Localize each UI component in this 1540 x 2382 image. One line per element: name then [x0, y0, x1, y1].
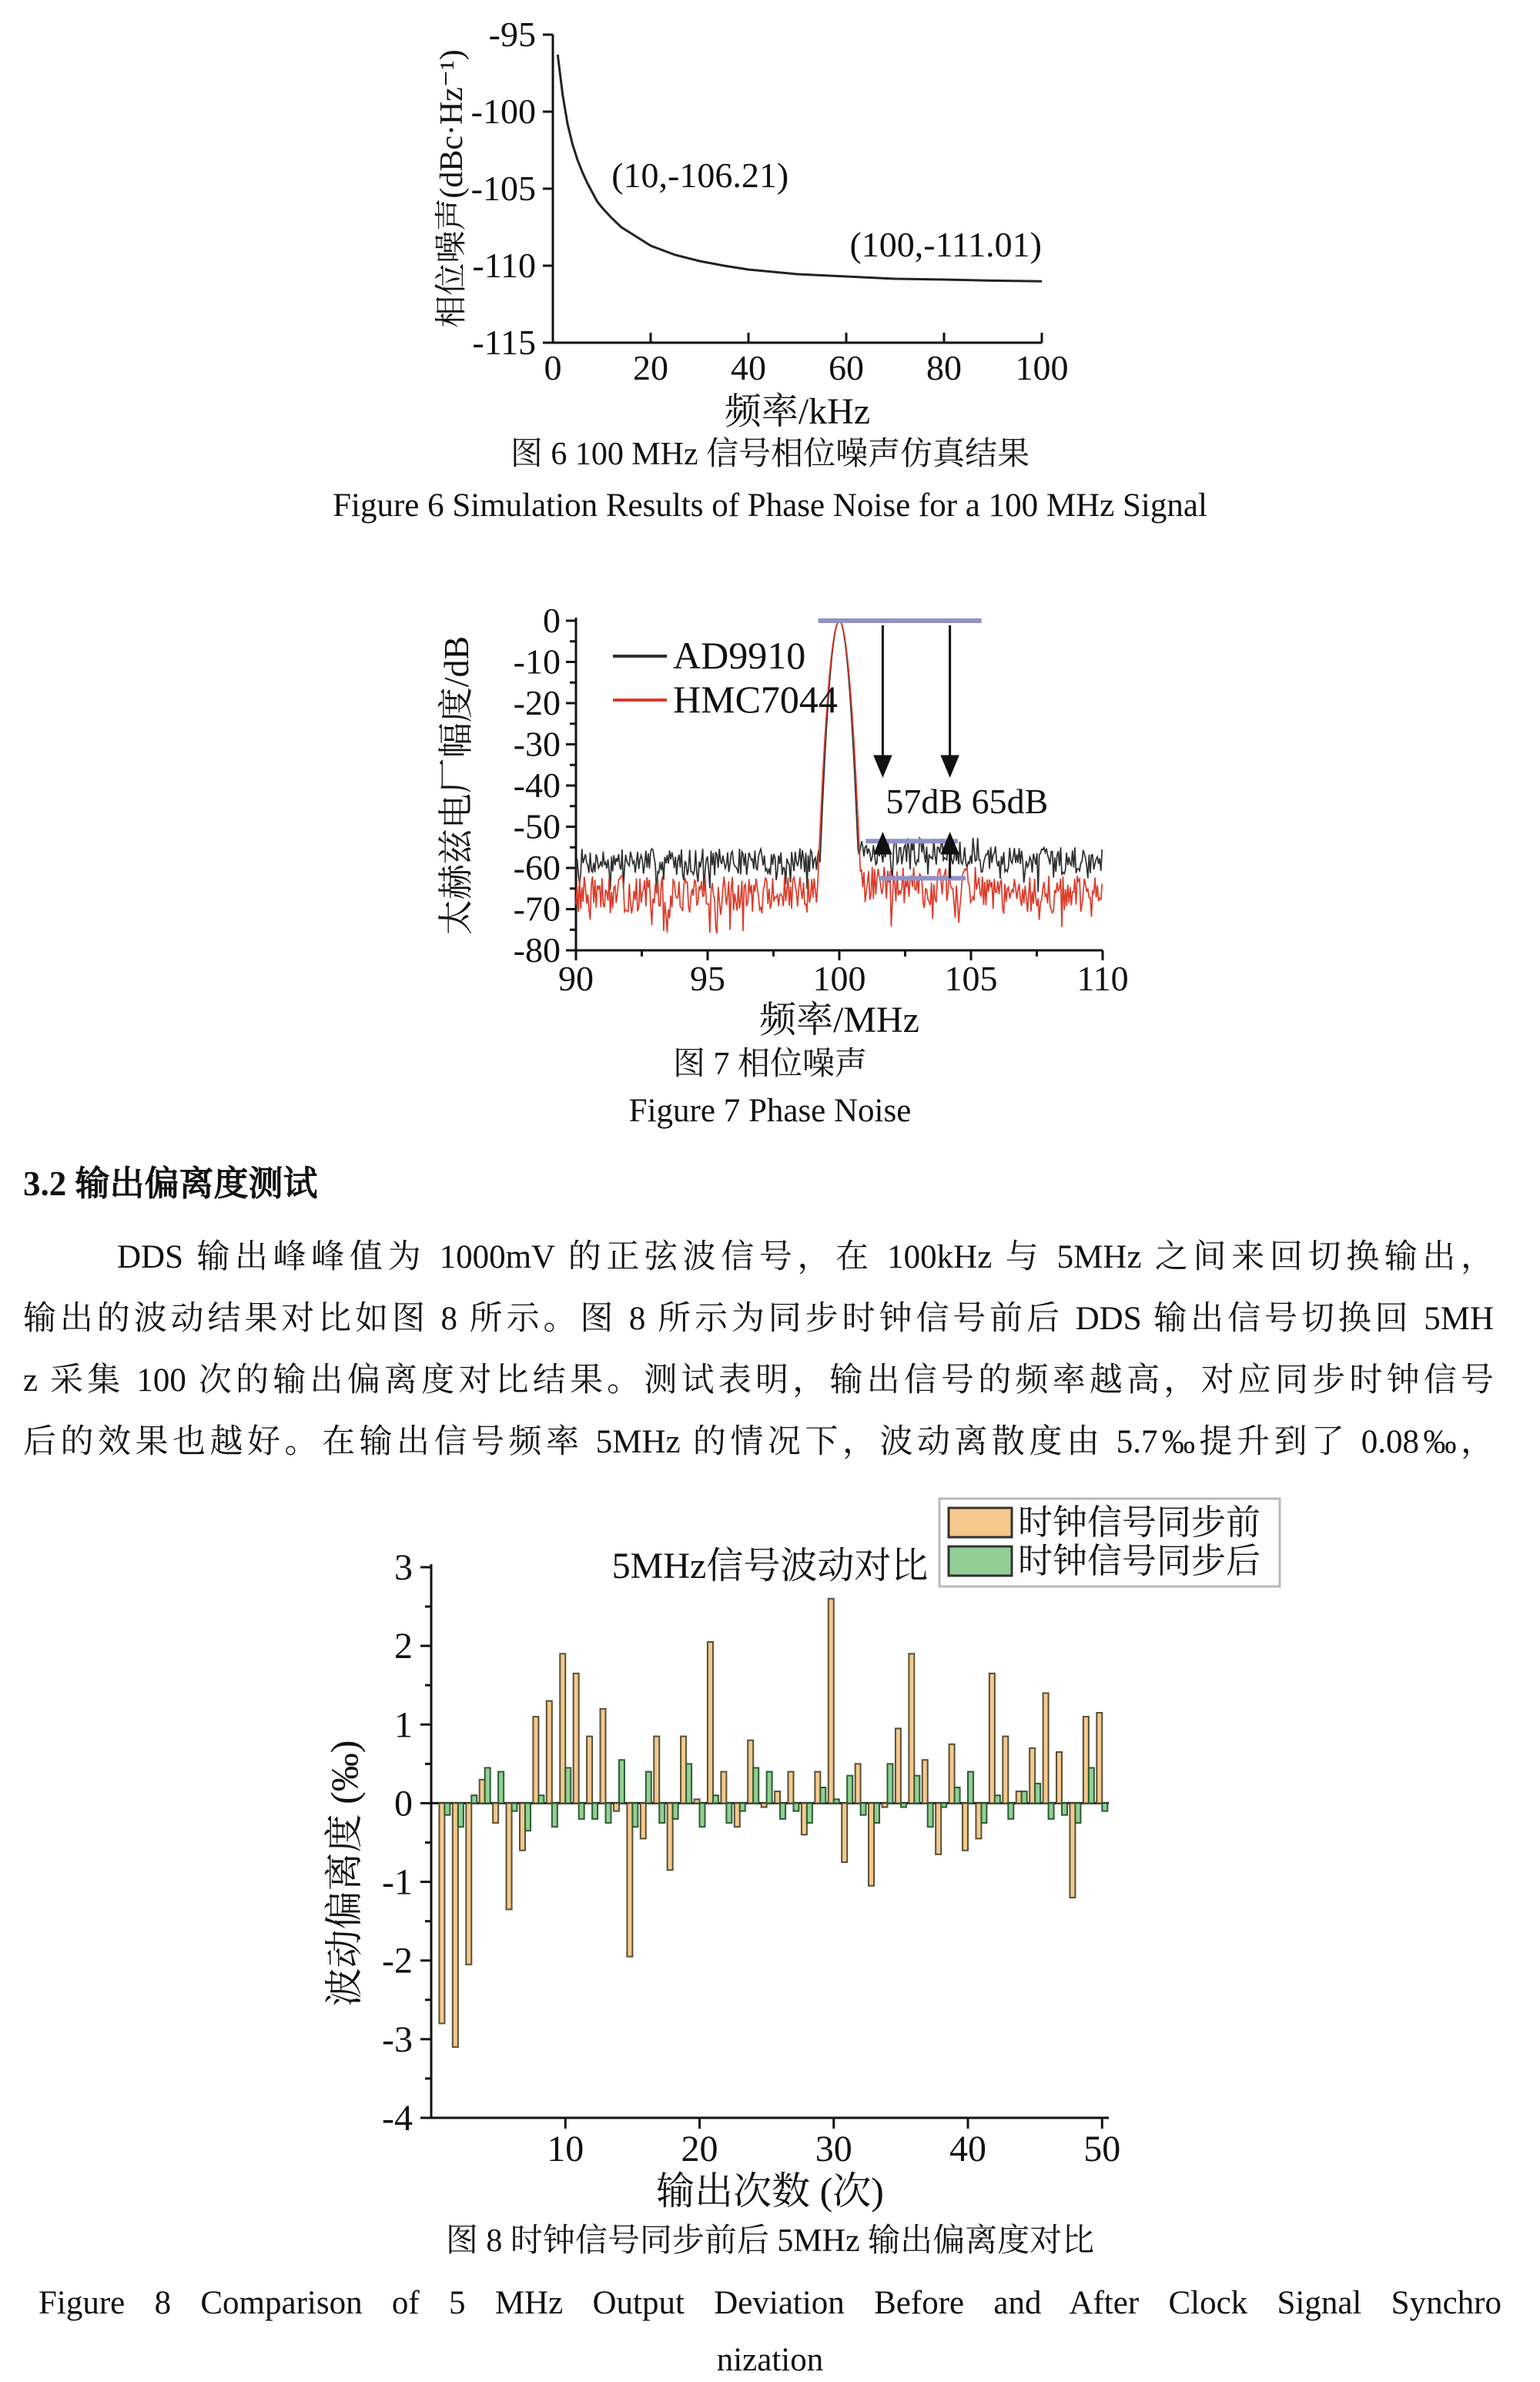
fig8-bar-after — [619, 1760, 624, 1803]
fig7-legend-label: HMC7044 — [673, 678, 838, 721]
fig8-bar-after — [726, 1803, 732, 1823]
fig8-bar-after — [659, 1803, 665, 1823]
fig8-legend — [939, 1499, 1280, 1586]
fig8-bars-before — [439, 1599, 1102, 2047]
fig8-bar-before — [547, 1701, 552, 1804]
fig7-xtick-label: 110 — [1076, 959, 1129, 998]
fig6-xtick-label: 80 — [926, 348, 962, 387]
fig8-bar-after — [968, 1772, 973, 1804]
fig7-series-AD9910 — [576, 621, 1102, 893]
fig8-bar-after — [1008, 1803, 1013, 1818]
fig8-bar-before — [748, 1740, 753, 1804]
paragraph-line: 输出的波动结果对比如图 8 所示。图 8 所示为同步时钟信号前后 DDS 输出信号切换回 5MH — [23, 1301, 1494, 1337]
fig7-series-HMC7044 — [576, 621, 1102, 933]
fig7-ytick-label: -40 — [513, 766, 561, 805]
fig8-bar-before — [560, 1653, 565, 1803]
fig8-bar-after — [793, 1803, 798, 1811]
fig7-ytick-label: -50 — [513, 806, 561, 846]
fig8-bar-after — [552, 1803, 557, 1827]
fig6-ylabel: 相位噪声(dBc·Hz⁻¹) — [434, 49, 470, 328]
fig8-ytick-label: -3 — [382, 2019, 413, 2060]
fig8-bar-after — [753, 1767, 758, 1803]
fig8-bar-before — [1070, 1803, 1075, 1898]
fig8-bar-after — [780, 1803, 785, 1818]
fig8-bar-after — [807, 1803, 812, 1823]
figure8-caption-en-line1: Figure 8 Comparison of 5 MHz Output Deviation Before and After Clock Signal Synchro — [38, 2285, 1502, 2321]
fig8-bar-before — [614, 1803, 619, 1811]
fig8-bar-after — [928, 1803, 933, 1827]
fig8-bar-before — [882, 1803, 887, 1807]
fig8-bar-before — [681, 1737, 686, 1804]
fig8-bar-after — [941, 1803, 946, 1807]
figure8-deviation-bar-chart — [323, 1493, 1309, 2213]
fig6-ytick-label: -95 — [488, 15, 536, 54]
fig8-xtick-label: 30 — [815, 2129, 852, 2169]
paragraph-line: 后的效果也越好。在输出信号频率 5MHz 的情况下，波动离散度由 5.7‰提升到了 0.08‰， — [23, 1424, 1494, 1460]
fig8-bar-before — [775, 1791, 780, 1803]
fig8-bar-before — [976, 1803, 981, 1838]
fig6-xlabel: 频率/kHz — [724, 391, 871, 432]
fig6-annotation: (100,-111.01) — [849, 225, 1042, 264]
fig7-legend-label: AD9910 — [673, 634, 806, 677]
fig7-db-annotation: 57dB 65dB — [886, 782, 1049, 821]
fig8-bar-before — [788, 1772, 793, 1804]
fig8-bar-before — [1003, 1737, 1008, 1804]
figure8-caption-zh: 图 8 时钟信号同步前后 5MHz 输出偏离度对比 — [445, 2223, 1095, 2259]
fig8-bar-before — [802, 1803, 807, 1834]
fig8-bar-after — [1022, 1791, 1027, 1803]
fig6-xtick-label: 40 — [731, 348, 766, 387]
fig8-bar-before — [1083, 1717, 1089, 1803]
fig8-ytick-label: 0 — [394, 1783, 413, 1824]
fig8-bar-before — [949, 1744, 955, 1804]
fig7-xtick-label: 95 — [690, 959, 725, 998]
fig8-bar-after — [861, 1803, 866, 1814]
fig8-bar-after — [700, 1803, 705, 1827]
fig8-bar-after — [820, 1787, 825, 1803]
fig6-ytick-label: -110 — [472, 246, 536, 285]
fig8-bar-before — [962, 1803, 968, 1850]
figure7-spectrum-chart — [439, 599, 1132, 1050]
fig8-legend-label: 时钟信号同步前 — [1018, 1503, 1261, 1542]
fig7-ytick-label: 0 — [543, 601, 561, 640]
fig7-ytick-label: -30 — [513, 724, 561, 764]
fig8-bar-after — [995, 1795, 1000, 1803]
fig8-bar-after — [834, 1799, 839, 1803]
fig8-bar-before — [708, 1642, 713, 1803]
fig8-bar-before — [1043, 1693, 1049, 1803]
fig8-bar-after — [887, 1764, 892, 1803]
fig6-xtick-label: 20 — [633, 348, 668, 387]
fig8-bar-before — [668, 1803, 673, 1870]
fig8-bar-before — [627, 1803, 632, 1956]
fig8-bar-before — [1016, 1791, 1022, 1803]
fig7-legend — [613, 634, 838, 721]
fig8-ytick-label: -4 — [382, 2098, 413, 2139]
fig8-bar-before — [601, 1709, 606, 1804]
fig8-bar-after — [1035, 1784, 1040, 1804]
fig8-bar-after — [767, 1772, 772, 1804]
figure7-caption-en: Figure 7 Phase Noise — [628, 1093, 912, 1129]
fig8-legend-label: 时钟信号同步后 — [1018, 1542, 1261, 1580]
fig8-xtick-label: 10 — [547, 2129, 584, 2169]
fig8-bar-before — [466, 1803, 471, 1964]
fig8-xlabel: 输出次数 (次) — [656, 2169, 884, 2213]
fig8-bar-after — [955, 1787, 960, 1803]
fig8-bar-before — [493, 1803, 498, 1823]
fig8-xtick-label: 20 — [681, 2129, 718, 2169]
fig6-xtick-label: 60 — [829, 348, 864, 387]
fig6-ytick-label: -115 — [472, 323, 536, 362]
fig8-bar-before — [1056, 1752, 1062, 1803]
fig6-xtick-label: 0 — [544, 348, 562, 387]
fig8-ytick-label: 3 — [394, 1547, 413, 1588]
fig8-bar-after — [458, 1803, 464, 1827]
fig7-xtick-label: 90 — [558, 959, 594, 998]
fig8-bar-before — [989, 1673, 995, 1804]
fig8-bar-after — [981, 1803, 986, 1823]
section-heading: 3.2 输出偏离度测试 — [23, 1164, 318, 1203]
fig8-bar-before — [1029, 1748, 1035, 1804]
fig8-bar-before — [735, 1803, 740, 1827]
fig8-bar-after — [498, 1772, 504, 1804]
fig8-title: 5MHz信号波动对比 — [611, 1546, 929, 1586]
fig8-bar-before — [829, 1599, 834, 1804]
fig8-bar-before — [587, 1737, 592, 1804]
fig6-annotation: (10,-106.21) — [611, 156, 789, 195]
figure6-phase-noise-chart — [434, 8, 1093, 435]
fig7-xlabel: 频率/MHz — [759, 1000, 919, 1040]
fig7-ytick-label: -70 — [513, 889, 561, 929]
figure8-caption-en-line2: nization — [716, 2342, 824, 2378]
fig8-bar-after — [538, 1795, 544, 1803]
figure6-caption-zh: 图 6 100 MHz 信号相位噪声仿真结果 — [510, 437, 1030, 472]
fig8-bar-before — [641, 1803, 646, 1838]
fig8-bar-after — [606, 1803, 611, 1823]
fig8-bar-after — [646, 1772, 651, 1804]
fig8-bar-after — [512, 1803, 517, 1811]
fig8-bar-before — [507, 1803, 512, 1909]
fig8-bar-after — [686, 1764, 691, 1803]
fig8-bar-before — [869, 1803, 874, 1885]
fig7-ytick-label: -20 — [513, 683, 561, 722]
fig6-ytick-label: -105 — [470, 169, 536, 208]
fig7-ytick-label: -80 — [513, 930, 561, 970]
paragraph-line: DDS 输出峰峰值为 1000mV 的正弦波信号，在 100kHz 与 5MHz 之间来回切换输出， — [117, 1239, 1494, 1275]
fig8-bar-after — [444, 1803, 450, 1814]
fig8-bar-before — [1096, 1713, 1102, 1803]
fig8-xtick-label: 40 — [949, 2129, 987, 2169]
fig6-ytick-label: -100 — [470, 92, 536, 131]
fig7-xtick-label: 100 — [812, 959, 866, 998]
fig8-bar-after — [579, 1803, 584, 1818]
fig8-ytick-label: 1 — [394, 1704, 413, 1746]
fig8-bar-after — [1062, 1803, 1067, 1814]
fig8-bar-after — [713, 1795, 718, 1803]
fig8-bar-before — [922, 1760, 928, 1803]
figure6-caption-en: Figure 6 Simulation Results of Phase Noise for a 100 MHz Signal — [333, 487, 1207, 524]
fig8-bar-after — [471, 1795, 477, 1803]
fig8-bar-before — [721, 1772, 726, 1804]
fig8-bar-before — [520, 1803, 525, 1850]
fig8-bar-after — [673, 1803, 678, 1818]
paragraph-line: z 采集 100 次的输出偏离度对比结果。测试表明，输出信号的频率越高，对应同步时钟信号 — [23, 1362, 1494, 1399]
fig8-bar-before — [533, 1717, 538, 1803]
fig8-bar-after — [914, 1776, 919, 1804]
figure7-caption-zh: 图 7 相位噪声 — [672, 1047, 867, 1082]
fig7-xtick-label: 105 — [944, 959, 998, 998]
fig8-ylabel: 波动偏离度 (‰) — [323, 1740, 366, 2007]
fig8-bar-before — [896, 1728, 901, 1803]
fig8-bar-after — [1049, 1803, 1054, 1818]
fig8-bar-before — [762, 1803, 767, 1807]
fig8-bar-before — [695, 1799, 700, 1803]
fig8-bar-before — [815, 1772, 820, 1804]
fig8-bar-before — [654, 1737, 659, 1804]
fig8-bar-after — [847, 1776, 852, 1804]
fig8-bar-before — [909, 1653, 914, 1803]
fig8-bar-after — [525, 1803, 531, 1831]
fig8-bar-after — [1102, 1803, 1107, 1811]
fig8-bar-after — [485, 1767, 490, 1803]
fig8-bar-after — [632, 1803, 638, 1827]
fig8-ytick-label: -1 — [382, 1861, 413, 1903]
fig7-ytick-label: -60 — [513, 848, 561, 887]
fig8-bar-after — [874, 1803, 879, 1823]
fig8-bar-after — [740, 1803, 745, 1811]
fig8-bar-after — [592, 1803, 598, 1818]
fig8-bar-before — [936, 1803, 941, 1854]
fig6-xtick-label: 100 — [1015, 348, 1069, 387]
fig7-ylabel: 太赫兹电厂幅度/dB — [437, 635, 476, 936]
fig8-bar-before — [439, 1803, 444, 2023]
fig8-bar-before — [855, 1764, 861, 1803]
fig8-bar-before — [842, 1803, 847, 1862]
fig8-bar-after — [1075, 1803, 1080, 1823]
fig8-bar-after — [901, 1803, 906, 1807]
fig8-bar-before — [574, 1673, 579, 1804]
fig8-ytick-label: 2 — [394, 1626, 413, 1667]
fig8-bar-before — [480, 1780, 485, 1804]
fig8-xtick-label: 50 — [1083, 2129, 1121, 2169]
fig8-bar-after — [1089, 1767, 1094, 1803]
fig8-bar-after — [565, 1767, 571, 1803]
fig7-ytick-label: -10 — [513, 642, 561, 682]
fig8-bar-before — [453, 1803, 458, 2047]
fig8-ytick-label: -2 — [382, 1940, 413, 1982]
